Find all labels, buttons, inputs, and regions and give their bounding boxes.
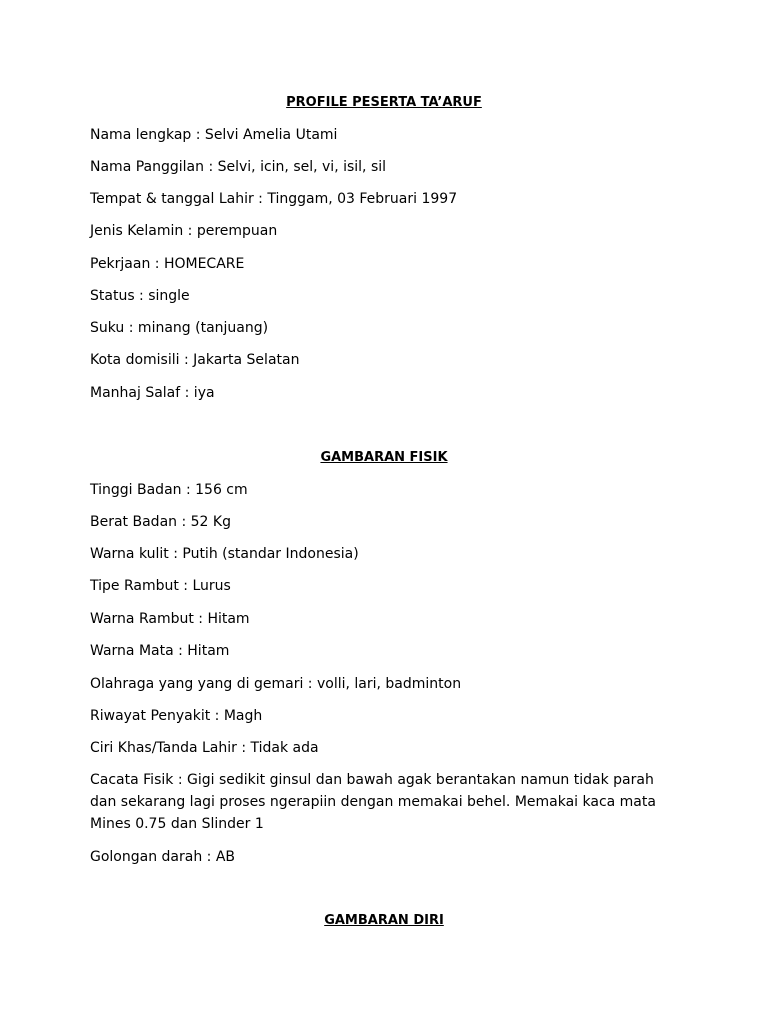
section-heading-gambaran-diri: GAMBARAN DIRI — [324, 913, 444, 928]
field-cacat-fisik: Cacata Fisik : Gigi sedikit ginsul dan bawah agak berantakan namun tidak parah dan sekarang lagi proses ngerapiin dengan memakai behel. Memakai kaca mata Mines 0.75 dan Slinder 1 — [90, 772, 656, 832]
field-suku: Suku : minang (tanjuang) — [90, 320, 269, 336]
field-kota-domisili: Kota domisili : Jakarta Selatan — [90, 352, 300, 368]
field-riwayat-penyakit: Riwayat Penyakit : Magh — [90, 708, 263, 724]
field-ciri-khas: Ciri Khas/Tanda Lahir : Tidak ada — [90, 740, 319, 756]
field-warna-mata: Warna Mata : Hitam — [90, 643, 230, 659]
field-nama-lengkap: Nama lengkap : Selvi Amelia Utami — [90, 127, 338, 143]
field-tipe-rambut: Tipe Rambut : Lurus — [90, 578, 231, 594]
field-nama-panggilan: Nama Panggilan : Selvi, icin, sel, vi, isil, sil — [90, 159, 387, 175]
section-heading-gambaran-fisik: GAMBARAN FISIK — [320, 450, 448, 465]
field-manhaj-salaf: Manhaj Salaf : iya — [90, 385, 215, 401]
field-tempat-tanggal-lahir: Tempat & tanggal Lahir : Tinggam, 03 Februari 1997 — [90, 191, 458, 207]
field-golongan-darah: Golongan darah : AB — [90, 849, 236, 865]
field-berat-badan: Berat Badan : 52 Kg — [90, 514, 231, 530]
field-olahraga: Olahraga yang yang di gemari : volli, lari, badminton — [90, 676, 462, 692]
field-warna-rambut: Warna Rambut : Hitam — [90, 611, 250, 627]
field-tinggi-badan: Tinggi Badan : 156 cm — [90, 482, 248, 498]
field-status: Status : single — [90, 288, 190, 304]
field-warna-kulit: Warna kulit : Putih (standar Indonesia) — [90, 546, 359, 562]
field-jenis-kelamin: Jenis Kelamin : perempuan — [90, 223, 278, 239]
field-pekerjaan: Pekrjaan : HOMECARE — [90, 256, 245, 272]
section-heading-profile: PROFILE PESERTA TA’ARUF — [286, 95, 482, 110]
